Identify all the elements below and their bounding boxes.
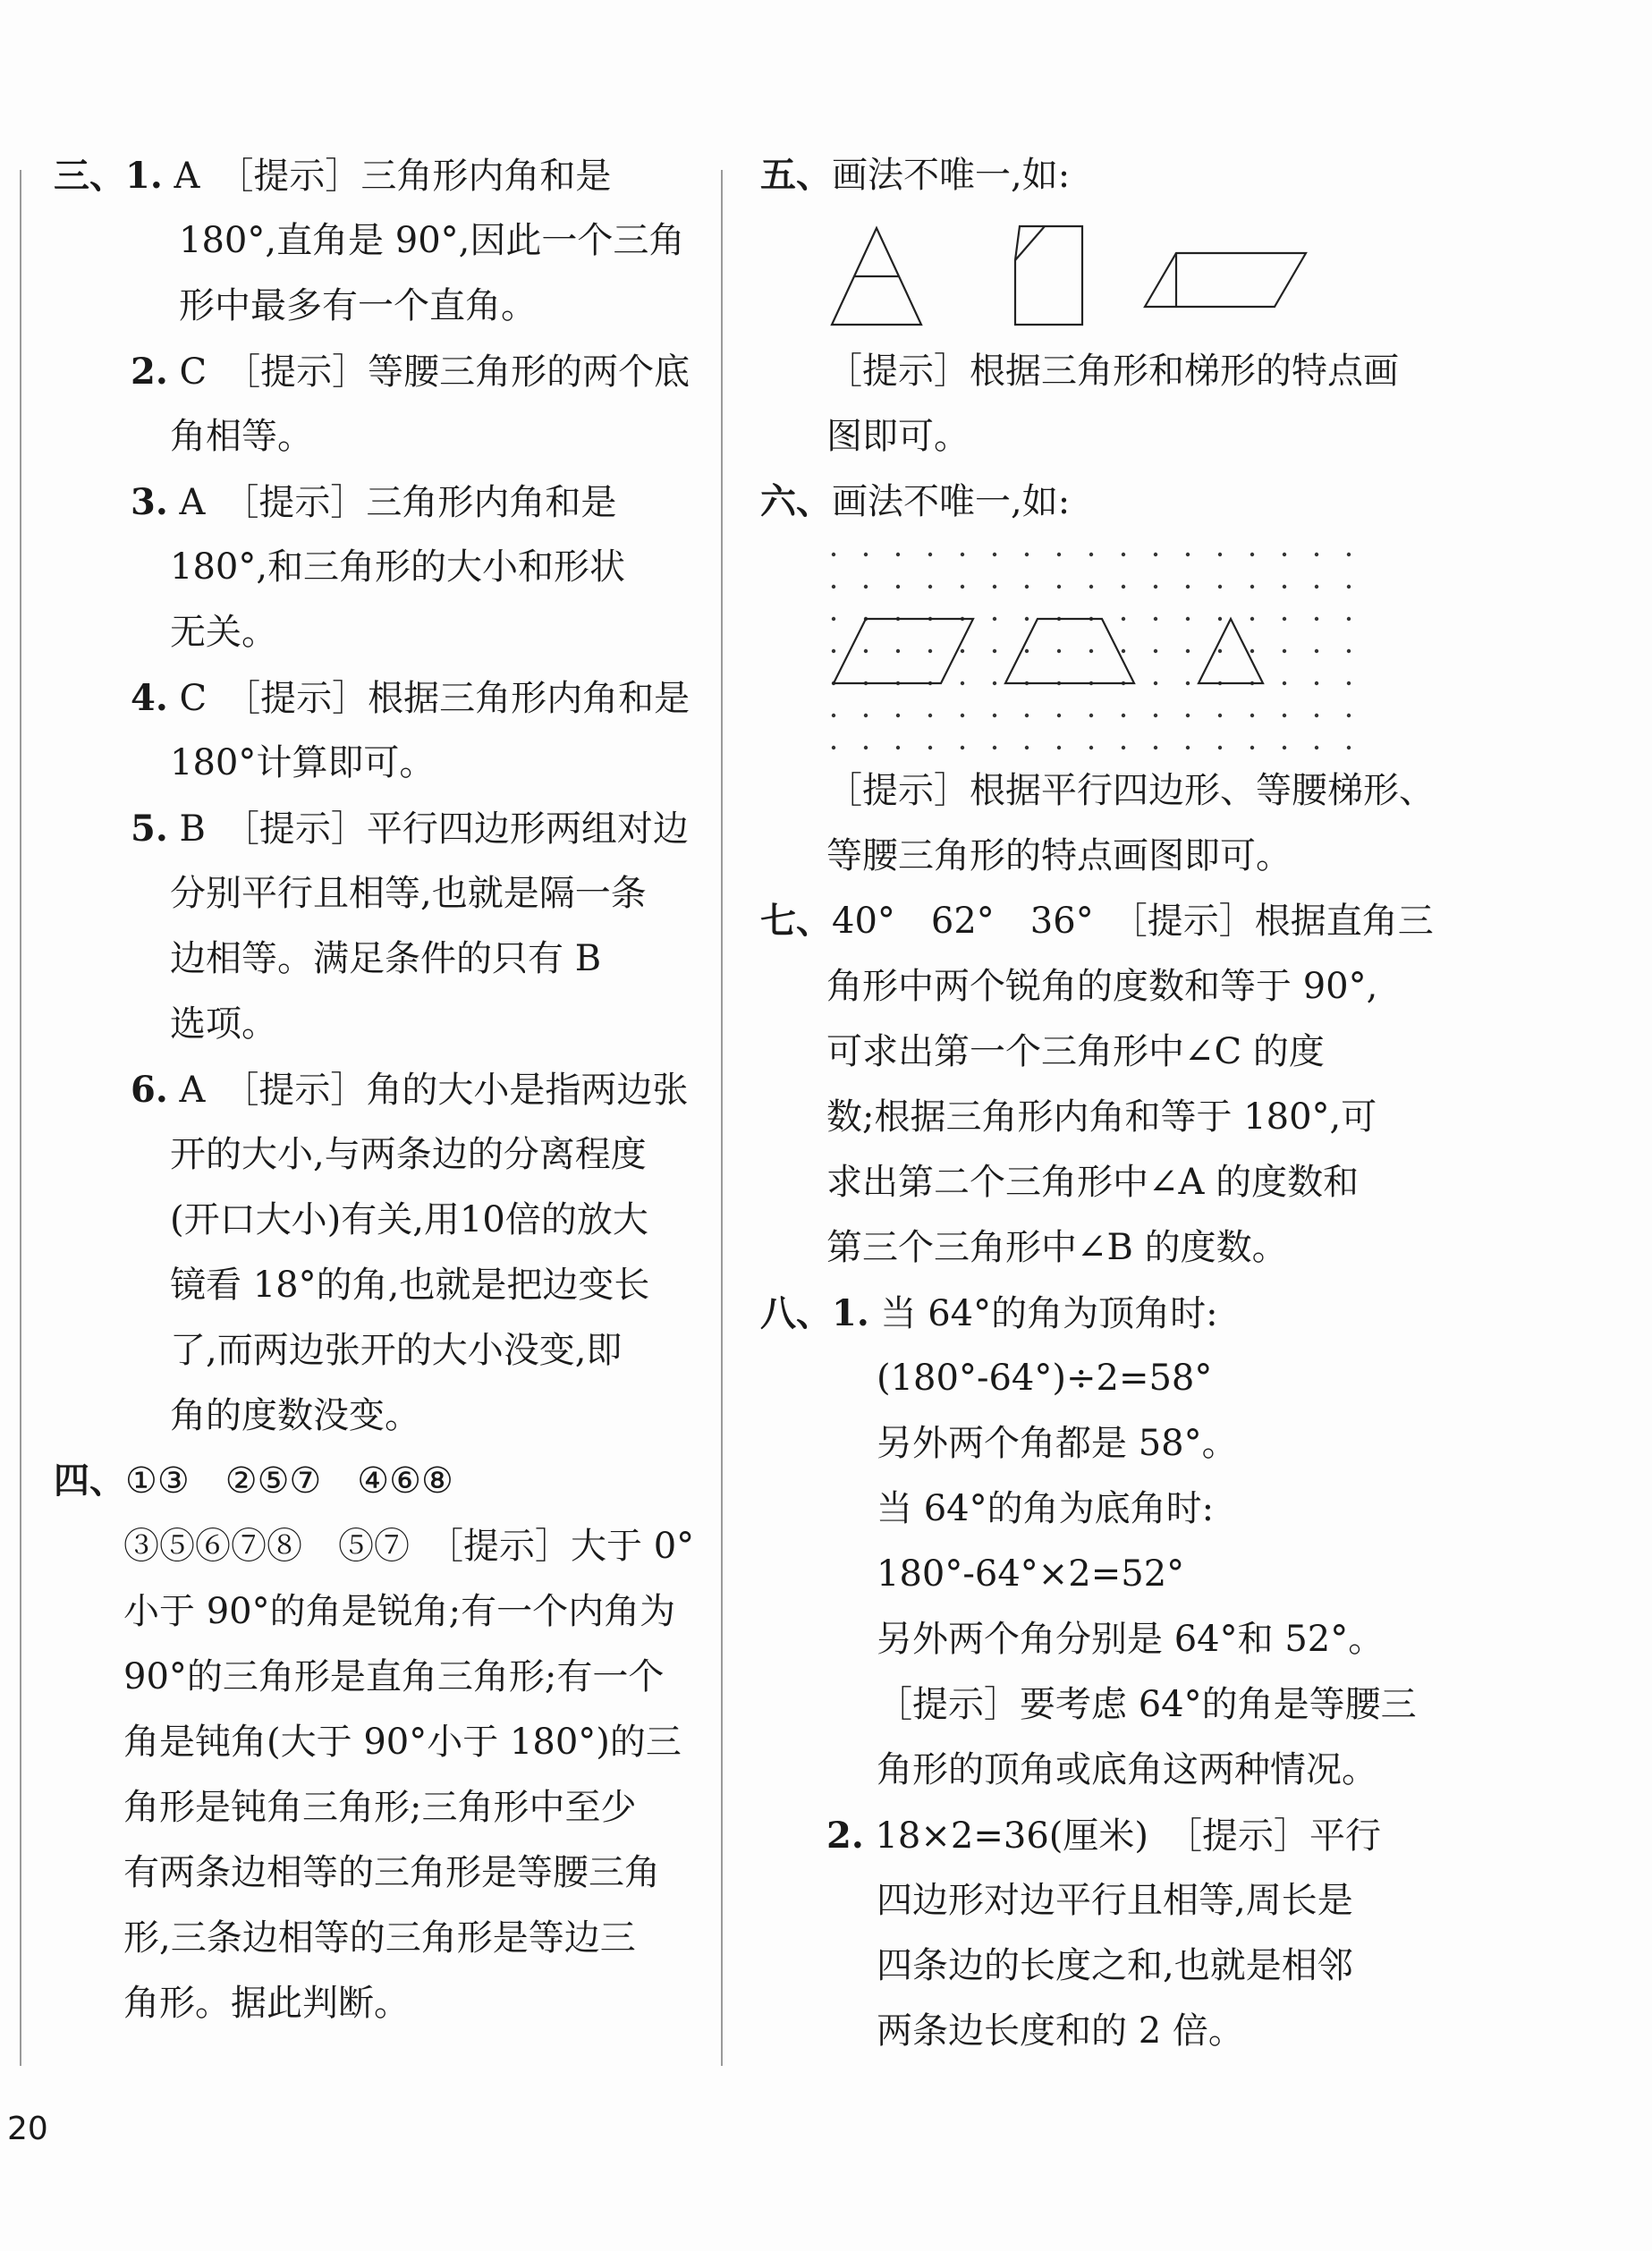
section-label: 六、: [760, 481, 832, 522]
grid-dot: [928, 714, 932, 717]
grid-dot: [1315, 585, 1318, 588]
section-label: 四、: [54, 1460, 125, 1502]
grid-dot: [1057, 585, 1061, 588]
grid-dot: [993, 746, 996, 749]
grid-dot: [1283, 714, 1286, 717]
grid-dot: [864, 746, 868, 749]
answer-line: 两条边长度和的 2 倍。: [877, 2010, 1244, 2052]
answer-line: 180°,直角是 90°,因此一个三角: [179, 220, 685, 261]
grid-dot: [961, 746, 964, 749]
answer-line: 180°计算即可。: [170, 742, 436, 783]
grid-dot: [928, 649, 932, 653]
grid-dot: [1347, 585, 1351, 588]
grid-dot: [1315, 553, 1318, 556]
left-margin-rule: [20, 170, 21, 2066]
grid-dot: [1283, 681, 1286, 685]
grid-dot: [1347, 617, 1351, 621]
isosceles-trapezoid-shape: [1005, 619, 1134, 683]
answer-line: 另外两个角分别是 64°和 52°。: [877, 1619, 1385, 1660]
grid-dot: [1154, 649, 1157, 653]
answer-line: A ［提示］角的大小是指两边张: [179, 1070, 689, 1111]
answer-line: 分别平行且相等,也就是隔一条: [170, 873, 647, 914]
grid-dot: [1347, 681, 1351, 685]
answer-line: 角形的顶角或底角这两种情况。: [877, 1749, 1377, 1790]
grid-dot: [1250, 714, 1254, 717]
grid-dot: [961, 585, 964, 588]
parallelogram-shape: [1145, 253, 1306, 307]
grid-dot: [896, 585, 900, 588]
grid-dot: [896, 746, 900, 749]
grid-dot: [961, 714, 964, 717]
answer-line: B ［提示］平行四边形两组对边: [179, 808, 689, 850]
grid-dot: [1122, 585, 1125, 588]
grid-dot: [1250, 746, 1254, 749]
grid-dot: [1315, 714, 1318, 717]
grid-dot: [1025, 714, 1029, 717]
item-number: 3.: [131, 481, 168, 523]
answer-line: 了,而两边张开的大小没变,即: [170, 1330, 623, 1371]
grid-dot: [1250, 649, 1254, 653]
answer-line: 第三个三角形中∠B 的度数。: [826, 1227, 1288, 1268]
answer-line: 角形。据此判断。: [123, 1983, 410, 2024]
left-column: [54, 143, 698, 2036]
answer-line: 角相等。: [170, 416, 313, 457]
answer-line: ［提示］根据平行四边形、等腰梯形、: [826, 770, 1435, 811]
grid-dot: [1186, 585, 1190, 588]
answer-line: A ［提示］三角形内角和是: [174, 156, 612, 197]
grid-dot: [928, 585, 932, 588]
grid-dot: [896, 553, 900, 556]
grid-dot: [1218, 746, 1222, 749]
grid-dot: [832, 617, 835, 621]
grid-dot: [1122, 649, 1125, 653]
item-number: 6.: [131, 1069, 168, 1111]
grid-dot: [1089, 714, 1093, 717]
answer-line: 形中最多有一个直角。: [179, 285, 537, 326]
grid-dot: [896, 714, 900, 717]
answer-line: C ［提示］等腰三角形的两个底: [179, 351, 690, 393]
answer-line: 图即可。: [826, 416, 970, 457]
grid-dot: [896, 649, 900, 653]
grid-dot: [832, 746, 835, 749]
answer-line: 180°,和三角形的大小和形状: [170, 546, 626, 588]
grid-dot: [1186, 617, 1190, 621]
grid-dot: [1283, 617, 1286, 621]
grid-dot: [1154, 617, 1157, 621]
grid-dot: [1250, 617, 1254, 621]
page-number: 20: [7, 2111, 48, 2147]
grid-dot: [1089, 585, 1093, 588]
section-label: 五、: [760, 155, 832, 196]
grid-dot: [993, 617, 996, 621]
answer-line: 四边形对边平行且相等,周长是: [877, 1880, 1353, 1921]
grid-dot: [993, 714, 996, 717]
answer-line: 镜看 18°的角,也就是把边变长: [170, 1265, 650, 1306]
figure-wu: [760, 208, 1404, 339]
grid-dot: [961, 681, 964, 685]
grid-dot: [1283, 553, 1286, 556]
answer-line: 边相等。满足条件的只有 B: [170, 938, 602, 979]
grid-dot: [1154, 714, 1157, 717]
answer-line: 另外两个角都是 58°。: [877, 1423, 1238, 1464]
grid-dot: [1283, 746, 1286, 749]
grid-dot: [1315, 649, 1318, 653]
grid-dot: [1025, 617, 1029, 621]
grid-dot: [1057, 746, 1061, 749]
answer-line: 小于 90°的角是锐角;有一个内角为: [123, 1591, 676, 1632]
grid-dot: [993, 585, 996, 588]
grid-dot: [1347, 649, 1351, 653]
answer-line: 有两条边相等的三角形是等腰三角: [123, 1852, 660, 1893]
column-divider: [721, 170, 723, 2066]
answer-line: ［提示］根据三角形和梯形的特点画: [826, 351, 1399, 392]
section-head: 画法不唯一,如:: [832, 481, 1071, 522]
grid-dot: [1025, 553, 1029, 556]
grid-dot: [832, 553, 835, 556]
grid-dot: [832, 649, 835, 653]
shapes-drawing: [823, 208, 1360, 339]
answer-line: 当 64°的角为顶角时:: [880, 1293, 1218, 1334]
grid-dot: [1186, 714, 1190, 717]
answer-line: 40° 62° 36° ［提示］根据直角三: [832, 901, 1434, 942]
answer-line: ①③ ②⑤⑦ ④⑥⑧: [125, 1460, 453, 1502]
item-number: 5.: [131, 808, 168, 850]
grid-dot: [1250, 585, 1254, 588]
item-number: 2.: [826, 1815, 864, 1857]
grid-dot: [1057, 649, 1061, 653]
section-label: 三、: [54, 156, 125, 197]
answer-line: (开口大小)有关,用10倍的放大: [170, 1199, 648, 1240]
section-head: 画法不唯一,如:: [832, 155, 1071, 196]
grid-dot: [1154, 553, 1157, 556]
grid-dot: [1057, 714, 1061, 717]
answer-line: 角是钝角(大于 90°小于 180°)的三: [123, 1722, 682, 1763]
grid-dot: [832, 714, 835, 717]
answer-line: 18×2=36(厘米) ［提示］平行: [875, 1815, 1381, 1857]
answer-line: 等腰三角形的特点画图即可。: [826, 835, 1292, 876]
grid-dot: [1122, 617, 1125, 621]
answer-line: 无关。: [170, 612, 277, 653]
grid-dot: [864, 714, 868, 717]
grid-dot: [928, 553, 932, 556]
answer-line: 180°-64°×2=52°: [877, 1553, 1185, 1595]
item-number: 2.: [131, 351, 168, 393]
grid-dot: [993, 649, 996, 653]
right-column: [760, 143, 1435, 2064]
answer-line: A ［提示］三角形内角和是: [179, 482, 617, 523]
grid-dot: [993, 553, 996, 556]
parallelogram-shape: [834, 619, 973, 683]
grid-dot: [1347, 553, 1351, 556]
grid-dot: [864, 553, 868, 556]
grid-dot: [864, 649, 868, 653]
grid-dot: [1186, 746, 1190, 749]
answer-line: ［提示］要考虑 64°的角是等腰三: [877, 1684, 1417, 1725]
grid-dot: [1218, 617, 1222, 621]
grid-dot: [1122, 714, 1125, 717]
grid-dot: [1283, 585, 1286, 588]
dot-grid: [832, 553, 1351, 749]
grid-dot: [993, 681, 996, 685]
grid-dot: [1122, 553, 1125, 556]
grid-dot: [961, 553, 964, 556]
grid-dot: [1218, 553, 1222, 556]
section-label: 八、: [760, 1293, 832, 1334]
answer-line: (180°-64°)÷2=58°: [877, 1358, 1213, 1399]
item-number: 1.: [832, 1292, 869, 1334]
grid-dot: [1315, 617, 1318, 621]
grid-dot: [1347, 714, 1351, 717]
answer-line: 角形中两个锐角的度数和等于 90°,: [826, 966, 1378, 1007]
grid-dot: [1186, 553, 1190, 556]
section-si: [54, 1449, 698, 2036]
answer-line: C ［提示］根据三角形内角和是: [179, 678, 690, 719]
dot-grid-drawing: [819, 535, 1392, 758]
section-san: [54, 143, 698, 1449]
grid-dot: [1186, 649, 1190, 653]
answer-line: 可求出第一个三角形中∠C 的度: [826, 1031, 1325, 1072]
grid-dot: [1089, 649, 1093, 653]
figure-liu: [760, 535, 1404, 758]
cut-quadrilateral-shape: [1015, 226, 1082, 325]
grid-dot: [1154, 681, 1157, 685]
answer-line: 开的大小,与两条边的分离程度: [170, 1134, 647, 1175]
grid-dot: [1025, 746, 1029, 749]
grid-dot: [1315, 746, 1318, 749]
grid-dot: [928, 746, 932, 749]
grid-dot: [1186, 681, 1190, 685]
grid-dot: [864, 585, 868, 588]
answer-line: 当 64°的角为底角时:: [877, 1488, 1215, 1529]
answer-line: 形,三条边相等的三角形是等边三: [123, 1917, 636, 1959]
grid-dot: [1218, 714, 1222, 717]
answer-line: 90°的三角形是直角三角形;有一个: [123, 1656, 665, 1697]
answer-line: 选项。: [170, 1003, 277, 1045]
answer-line: 四条边的长度之和,也就是相邻: [877, 1945, 1353, 1986]
answer-line: 求出第二个三角形中∠A 的度数和: [826, 1162, 1360, 1203]
section-label: 七、: [760, 901, 832, 942]
grid-dot: [1218, 649, 1222, 653]
item-number: 1.: [125, 155, 163, 197]
grid-dot: [1347, 746, 1351, 749]
answer-line: ③⑤⑥⑦⑧ ⑤⑦ ［提示］大于 0°: [123, 1526, 695, 1567]
grid-dot: [961, 649, 964, 653]
item-number: 4.: [131, 677, 168, 719]
grid-dot: [1089, 553, 1093, 556]
grid-dot: [1025, 585, 1029, 588]
grid-dot: [1025, 649, 1029, 653]
answer-line: 角形是钝角三角形;三角形中至少: [123, 1787, 637, 1828]
answer-line: 数;根据三角形内角和等于 180°,可: [826, 1096, 1377, 1138]
grid-dot: [1315, 681, 1318, 685]
grid-dot: [832, 585, 835, 588]
grid-dot: [1283, 649, 1286, 653]
answer-line: 角的度数没变。: [170, 1395, 420, 1436]
grid-dot: [1057, 553, 1061, 556]
grid-dot: [1154, 585, 1157, 588]
grid-dot: [1154, 746, 1157, 749]
grid-dot: [1250, 553, 1254, 556]
grid-dot: [1122, 746, 1125, 749]
grid-dot: [1218, 585, 1222, 588]
grid-dot: [1089, 746, 1093, 749]
